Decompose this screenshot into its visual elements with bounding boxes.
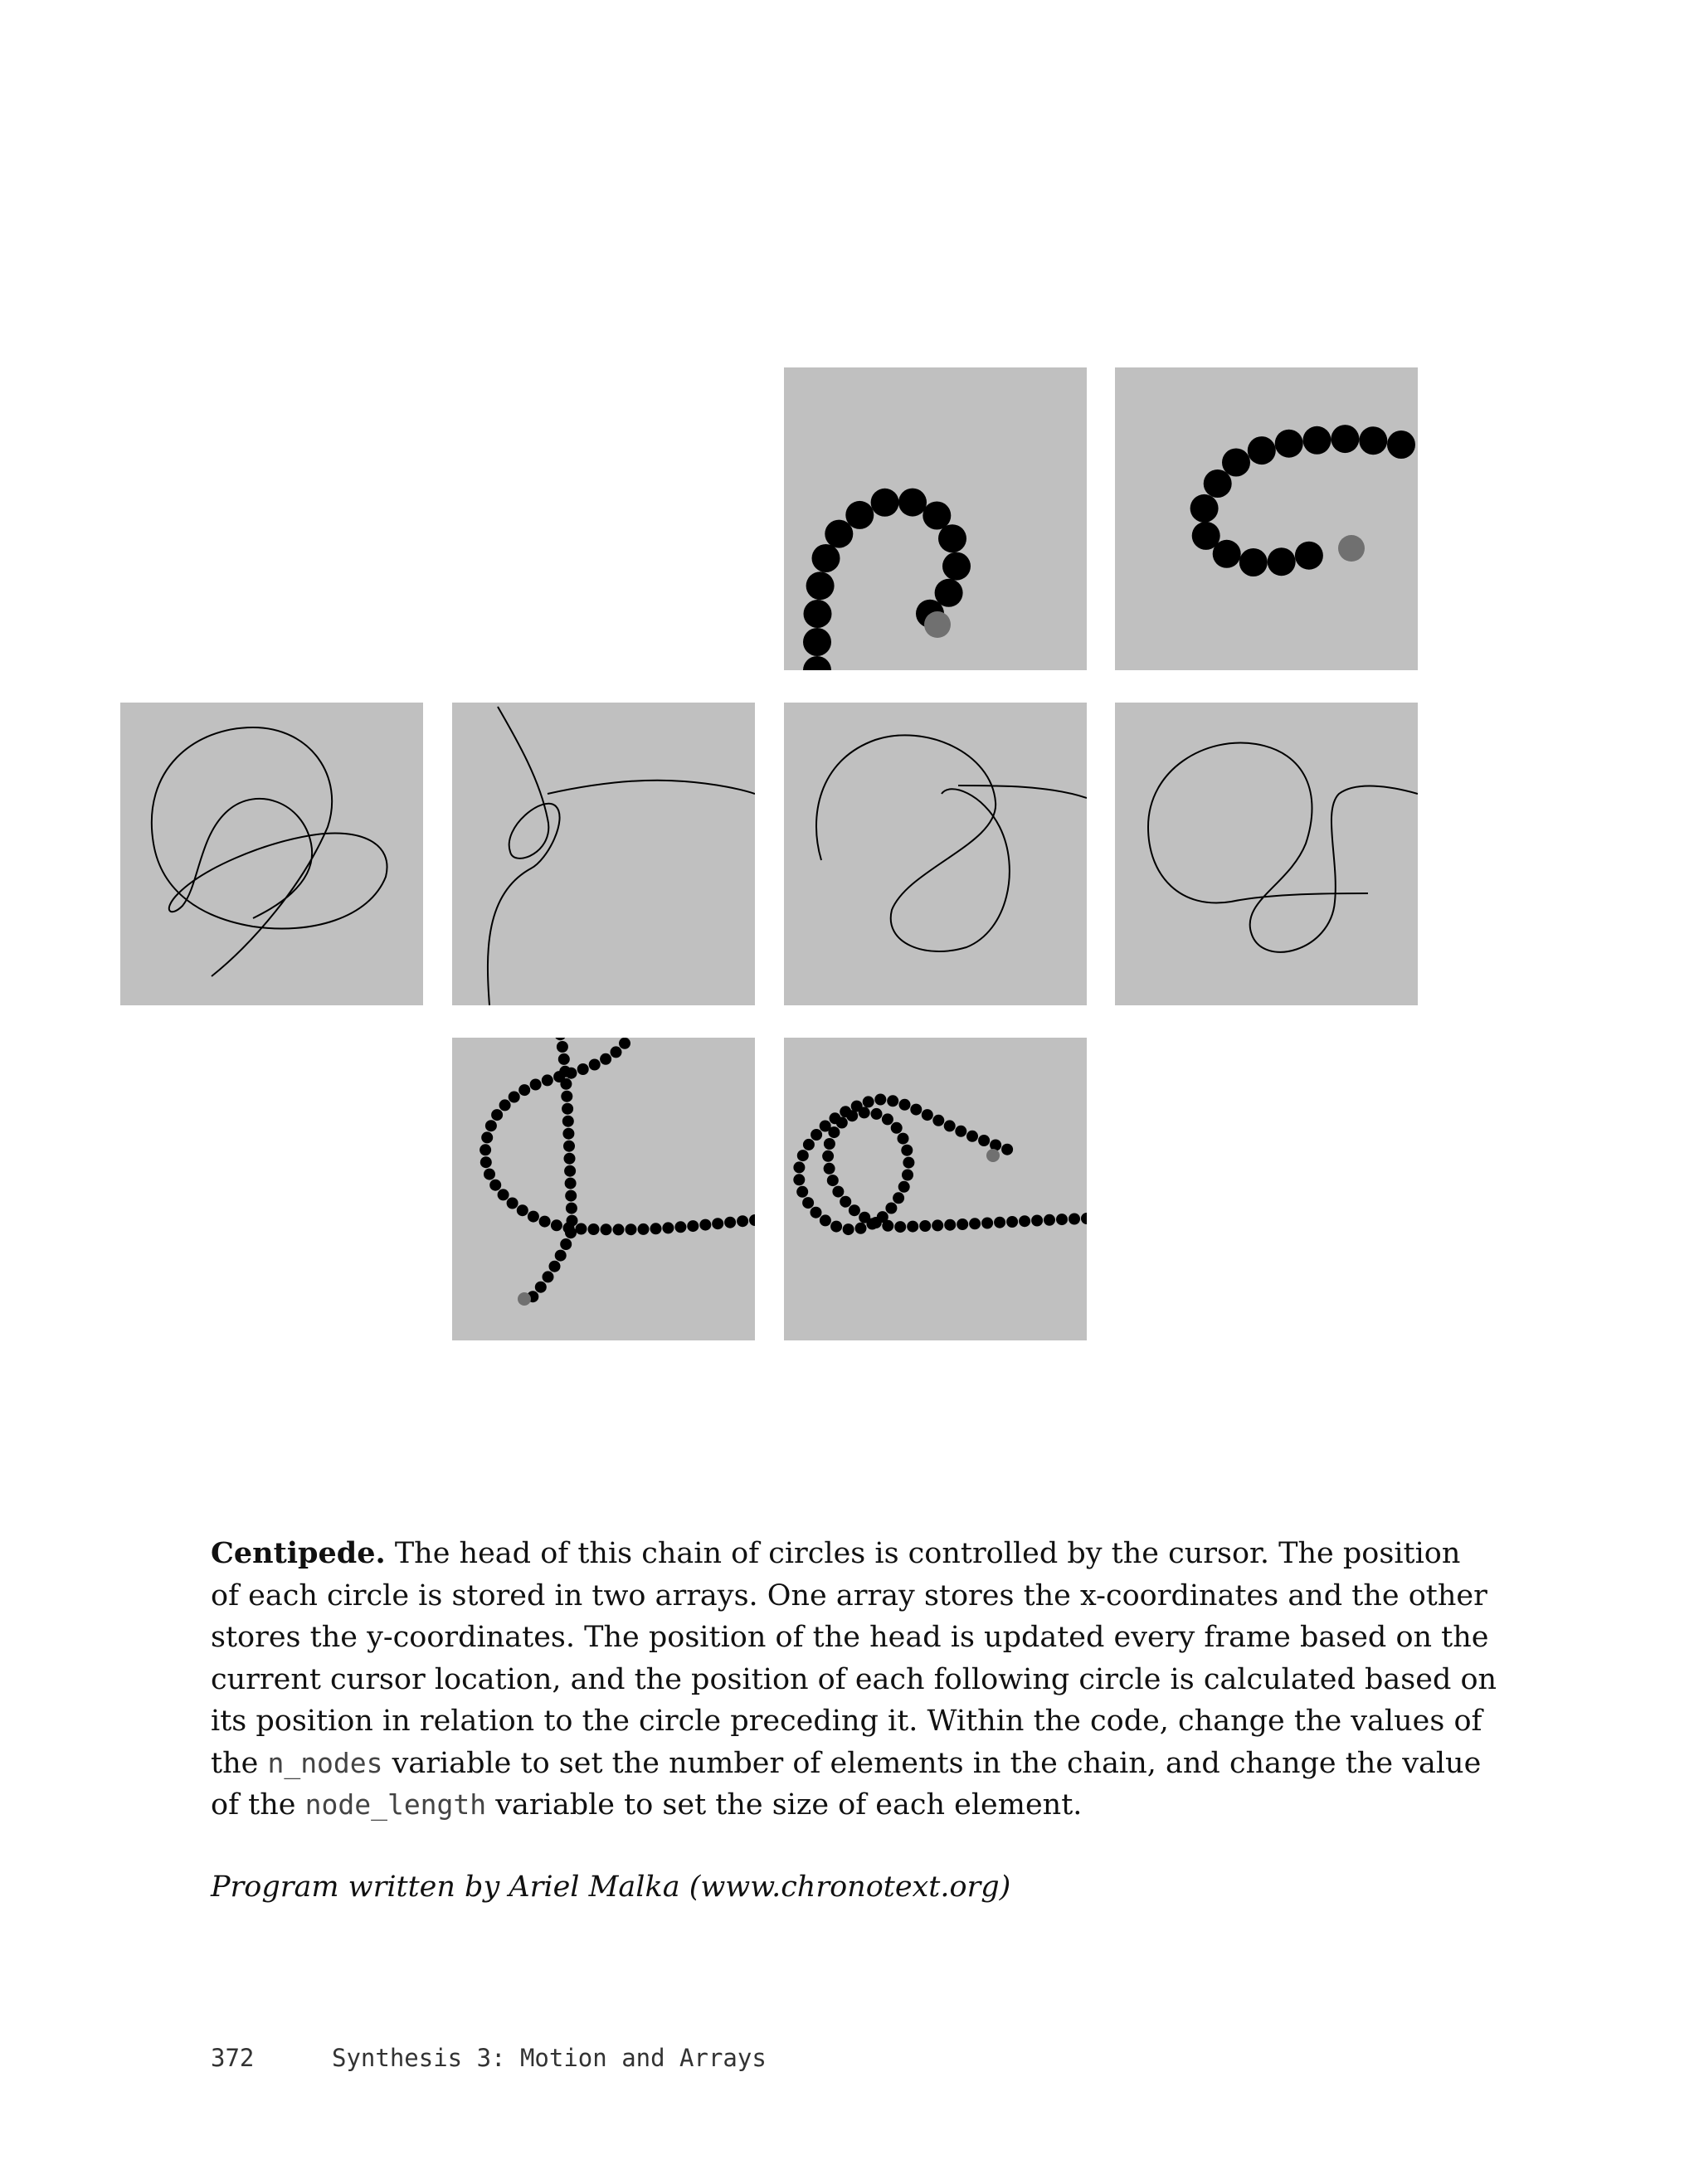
chain-node [588, 1223, 600, 1235]
chain-node [560, 1238, 572, 1250]
chain-node [1268, 547, 1296, 576]
centipede-figure-1 [784, 367, 1087, 670]
chain-node [830, 1221, 842, 1233]
chain-node [562, 1128, 574, 1140]
chain-node [820, 1121, 831, 1132]
chain-node [899, 1099, 911, 1111]
chain-node [489, 1180, 501, 1191]
chain-node [811, 1129, 822, 1141]
chain-node [499, 1099, 511, 1111]
chain-node [1081, 1213, 1087, 1224]
chain-node [662, 1222, 674, 1233]
centipede-figure-8 [784, 1038, 1087, 1340]
page-number: 372 [211, 2044, 255, 2072]
figure-5-trail [816, 735, 1087, 951]
chain-node [611, 1046, 622, 1058]
chain-node [699, 1219, 711, 1231]
chain-node [820, 1214, 831, 1226]
chain-node [601, 1223, 612, 1235]
chain-node [793, 1161, 805, 1173]
chain-node [484, 1169, 495, 1180]
chain-node [827, 1175, 839, 1186]
code-var-n-nodes: n_nodes [267, 1746, 383, 1779]
chain-node [901, 1145, 913, 1156]
chain-node [893, 1192, 904, 1204]
chain-node [803, 1139, 815, 1150]
chain-node [1204, 469, 1232, 498]
figure-8-head [986, 1149, 1000, 1162]
chain-node [517, 1204, 528, 1216]
chain-node [724, 1217, 736, 1228]
chain-node [855, 1223, 867, 1234]
chain-node [978, 1135, 990, 1146]
chain-node [1069, 1214, 1080, 1225]
chain-node [491, 1109, 503, 1121]
chain-node [887, 1095, 898, 1107]
chain-node [1239, 548, 1268, 576]
chain-node [1213, 540, 1241, 568]
chain-node [566, 1203, 577, 1214]
chain-node [803, 628, 831, 656]
caption-line-1 [211, 1533, 1461, 1575]
caption-text-7b: variable to set the size of each element. [486, 1788, 1083, 1822]
chain-node [560, 1078, 572, 1090]
centipede-figure-5 [784, 703, 1087, 1005]
chain-node [966, 1131, 978, 1142]
chain-node [804, 600, 832, 628]
figure-7-chain [485, 1038, 755, 1303]
figure-caption [211, 1533, 1497, 1826]
chain-node [793, 1174, 805, 1185]
chain-node [619, 1038, 630, 1049]
chain-node [849, 1204, 860, 1216]
chain-node [932, 1219, 943, 1231]
chain-node [1295, 542, 1323, 570]
chain-node [577, 1063, 589, 1075]
chain-node [840, 1196, 851, 1208]
chain-node [558, 1053, 570, 1065]
chain-node [555, 1250, 567, 1262]
chain-node [922, 1109, 933, 1121]
chain-node [969, 1218, 981, 1229]
chain-node [874, 1094, 886, 1106]
chain-node [824, 1138, 835, 1150]
chain-node [543, 1271, 554, 1282]
chain-node [559, 1066, 571, 1077]
chain-node [1031, 1215, 1043, 1227]
chain-node [944, 1120, 956, 1131]
chain-node [674, 1221, 686, 1233]
caption-line-4: current cursor location, and the position of each following circle is calculated based on [211, 1662, 1497, 1696]
chain-node [1001, 1144, 1013, 1155]
chain-node [1190, 494, 1219, 523]
figure-1-head [924, 611, 951, 638]
chain-node [567, 1215, 578, 1227]
chain-node [957, 1218, 968, 1230]
chain-node [796, 1186, 808, 1198]
chain-node [840, 1106, 851, 1117]
chain-node [1275, 430, 1303, 458]
chain-node [1019, 1215, 1030, 1227]
caption-text-6a: the [211, 1746, 268, 1780]
chain-node [797, 1150, 809, 1161]
caption-text-6b: variable to set the number of elements in the chain, and change the value [382, 1746, 1482, 1780]
chain-node [1387, 430, 1415, 459]
chain-node [955, 1126, 966, 1137]
chain-node [932, 1115, 944, 1126]
chain-node [843, 1223, 854, 1235]
chain-node [613, 1223, 625, 1235]
chain-node [1222, 449, 1250, 477]
figure-6-canvas [1115, 703, 1418, 1005]
running-footer-section: Synthesis 3: Motion and Arrays [332, 2044, 767, 2072]
chain-node [565, 1227, 577, 1238]
chain-node [557, 1041, 568, 1053]
chain-node [480, 1144, 491, 1155]
chain-node [507, 1198, 518, 1209]
chain-node [871, 1108, 883, 1120]
chain-node [803, 656, 831, 670]
program-credit: Program written by Ariel Malka (www.chronotext.org) [211, 1870, 1011, 1904]
chain-node [942, 552, 971, 581]
caption-line-7 [211, 1784, 1405, 1826]
figure-8-canvas [784, 1038, 1087, 1340]
chain-node [576, 1223, 587, 1235]
chain-node [712, 1218, 723, 1229]
chain-node [877, 1211, 888, 1223]
chain-node [902, 1170, 913, 1181]
chain-node [866, 1218, 878, 1230]
chain-node [812, 544, 840, 572]
chain-node [737, 1215, 748, 1227]
chain-node [832, 1186, 844, 1198]
chain-node [481, 1131, 493, 1143]
chain-node [1331, 425, 1359, 453]
chain-node [565, 1178, 577, 1189]
chain-node [885, 1203, 897, 1214]
caption-line-6 [211, 1743, 1482, 1785]
chain-node [565, 1190, 577, 1202]
chain-node [563, 1141, 575, 1152]
chain-node [882, 1113, 893, 1125]
figure-3-canvas [120, 703, 423, 1005]
chain-node [981, 1218, 993, 1229]
chain-node [1056, 1214, 1068, 1225]
chain-node [824, 1163, 835, 1175]
figure-2-head [1338, 535, 1365, 562]
figure-5-canvas [784, 703, 1087, 1005]
centipede-figure-2 [1115, 367, 1418, 670]
chain-node [898, 1133, 909, 1145]
chain-node [1044, 1214, 1055, 1226]
chain-node [811, 1207, 822, 1218]
chain-node [903, 1157, 914, 1169]
chain-node [994, 1217, 1005, 1228]
chain-node [938, 524, 966, 552]
chain-node [944, 1219, 956, 1231]
chain-node [1303, 426, 1331, 455]
chain-node [530, 1079, 542, 1091]
chain-node [562, 1116, 574, 1127]
chain-node [830, 1112, 841, 1124]
chain-node [898, 1181, 910, 1193]
chain-node [561, 1091, 572, 1102]
caption-text-7a: of the [211, 1788, 305, 1822]
centipede-figure-7 [452, 1038, 755, 1340]
chain-node [919, 1220, 931, 1232]
chain-node [910, 1104, 922, 1116]
centipede-figure-4 [452, 703, 755, 1005]
chain-node [589, 1059, 601, 1071]
caption-line-3: stores the y-coordinates. The position of the head is updated every frame based on the [211, 1621, 1489, 1654]
figure-7-canvas [452, 1038, 755, 1340]
chain-node [923, 502, 951, 530]
chain-node [535, 1282, 547, 1293]
chain-node [564, 1153, 576, 1165]
chain-node [600, 1053, 611, 1065]
chain-node [687, 1220, 699, 1232]
chain-node [851, 1101, 863, 1112]
chain-node [518, 1084, 530, 1096]
chain-node [562, 1103, 573, 1115]
figure-3-trail [152, 727, 387, 976]
chain-node [542, 1074, 553, 1086]
chain-node [1359, 426, 1387, 455]
caption-text-1: The head of this chain of circles is controlled by the cursor. The position [385, 1537, 1461, 1570]
figure-4-canvas [452, 703, 755, 1005]
figure-4-trail [488, 707, 755, 1005]
chain-node [907, 1221, 918, 1233]
chain-node [871, 489, 899, 517]
caption-line-5: its position in relation to the circle preceding it. Within the code, change the values of [211, 1705, 1482, 1738]
chain-node [898, 489, 927, 517]
chain-node [806, 572, 835, 600]
chain-node [554, 1038, 566, 1040]
caption-line-2: of each circle is stored in two arrays. One array stores the x-coordinates and the other [211, 1578, 1487, 1612]
chain-node [509, 1092, 520, 1103]
chain-node [863, 1096, 874, 1107]
code-var-node-length: node_length [304, 1788, 487, 1821]
figure-2-canvas [1115, 367, 1418, 670]
chain-node [1248, 436, 1276, 465]
chain-node [749, 1214, 755, 1226]
chain-node [626, 1223, 637, 1235]
figure-6-trail [1148, 742, 1418, 951]
figure-7-head [518, 1292, 531, 1306]
chain-node [822, 1150, 834, 1162]
chain-node [891, 1122, 903, 1134]
chain-node [845, 501, 874, 529]
chain-node [551, 1219, 562, 1231]
chain-node [539, 1216, 551, 1228]
caption-title: Centipede. [211, 1536, 386, 1570]
chain-node [485, 1120, 497, 1131]
chain-node [638, 1223, 650, 1235]
chain-node [549, 1261, 561, 1272]
chain-node [564, 1165, 576, 1177]
centipede-figure-3 [120, 703, 423, 1005]
figure-1-canvas [784, 367, 1087, 670]
centipede-figure-6 [1115, 703, 1418, 1005]
chain-node [894, 1221, 906, 1233]
chain-node [650, 1223, 662, 1234]
chain-node [528, 1211, 539, 1223]
chain-node [802, 1197, 814, 1209]
chain-node [498, 1189, 509, 1200]
chain-node [1006, 1216, 1018, 1228]
chain-node [480, 1156, 492, 1168]
